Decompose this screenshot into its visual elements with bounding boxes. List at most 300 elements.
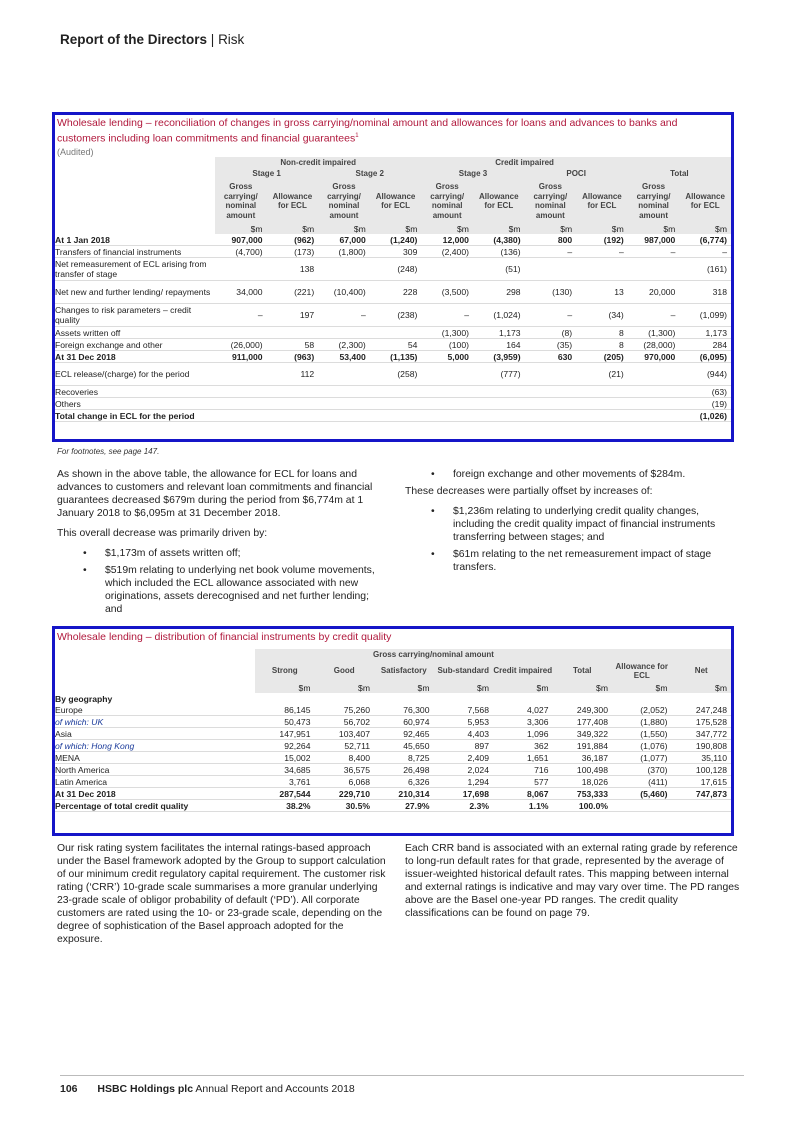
table-cell: 1,294	[434, 776, 494, 788]
table-cell: (1,550)	[612, 728, 672, 740]
reconciliation-table-title	[57, 117, 727, 146]
row-label: Foreign exchange and other	[55, 339, 215, 351]
table-cell: 630	[525, 351, 577, 363]
table-cell	[421, 258, 473, 281]
row-label: Percentage of total credit quality	[55, 800, 255, 812]
table-cell: (411)	[612, 776, 672, 788]
table-row	[55, 258, 731, 281]
credit-quality-table-panel	[52, 626, 734, 836]
unit-label: $m	[553, 682, 613, 693]
table-cell: 45,650	[374, 740, 434, 752]
unit-label: $m	[473, 223, 525, 234]
table-row	[55, 410, 731, 422]
table-cell	[421, 386, 473, 398]
empty-corner	[55, 168, 215, 179]
table-cell: 138	[267, 258, 319, 281]
table-cell: 247,248	[672, 704, 732, 716]
column-header: Allowance for ECL	[267, 179, 319, 223]
table-cell: (205)	[576, 351, 628, 363]
drivers-list-continued	[405, 468, 740, 481]
risk-rating-paragraph: Our risk rating system facilitates the internal ratings-based approach under the Basel framework adopted by the Group to support calculation of our minimum credit regulatory capital requirement. The customer risk rating (‘CRR’) 10-grade scale summarises a more granular underlying 23-grade scale of obligor probability of default (‘PD’). All corporate customers are rated using the 10- or 23-grade scale, depending on the degree of sophistication of the Basel approach adopted for the exposure.	[57, 843, 386, 945]
stage-header: POCI	[525, 168, 628, 179]
table-cell: 17,615	[672, 776, 732, 788]
table-cell: (2,400)	[421, 246, 473, 258]
table-cell: 309	[370, 246, 422, 258]
column-header: Sub-standard	[434, 660, 494, 682]
table-cell: 67,000	[318, 234, 370, 246]
audited-label: (Audited)	[57, 147, 94, 157]
table-cell: (1,099)	[679, 304, 731, 327]
empty-group-cell	[628, 157, 731, 168]
table-cell	[628, 386, 680, 398]
table-cell	[628, 363, 680, 386]
empty-cell	[672, 693, 732, 704]
table-cell	[628, 398, 680, 410]
table-cell	[525, 258, 577, 281]
section-row	[55, 693, 731, 704]
table-cell	[421, 363, 473, 386]
unit-label: $m	[421, 223, 473, 234]
row-label: Total change in ECL for the period	[55, 410, 215, 422]
table-cell: 26,498	[374, 764, 434, 776]
table-row	[55, 234, 731, 246]
table-cell	[318, 327, 370, 339]
table-cell	[267, 327, 319, 339]
table-cell: –	[421, 304, 473, 327]
empty-group-cell	[612, 649, 731, 660]
table-cell: 577	[493, 776, 553, 788]
table-cell: 50,473	[255, 716, 315, 728]
table-cell: 112	[267, 363, 319, 386]
table-cell: 8	[576, 327, 628, 339]
table-cell: 35,110	[672, 752, 732, 764]
row-label: of which: UK	[55, 716, 255, 728]
table-cell: 8	[576, 339, 628, 351]
table-cell: 3,306	[493, 716, 553, 728]
table-cell: 287,544	[255, 788, 315, 800]
table-cell: 100,498	[553, 764, 613, 776]
table-cell: 800	[525, 234, 577, 246]
table-cell: (34)	[576, 304, 628, 327]
list-item: • $519m relating to underlying net book volume movements, which included the ECL allowance associated with new originations, assets derecognised and net further lending; and	[105, 564, 387, 616]
stage-header: Stage 1	[215, 168, 318, 179]
table-row	[55, 363, 731, 386]
table-cell: (1,880)	[612, 716, 672, 728]
table-cell: 76,300	[374, 704, 434, 716]
table-cell: (5,460)	[612, 788, 672, 800]
table-row	[55, 716, 731, 728]
unit-label: $m	[315, 682, 375, 693]
table-cell: 18,026	[553, 776, 613, 788]
table-cell: (248)	[370, 258, 422, 281]
column-header: Satisfactory	[374, 660, 434, 682]
table-cell: 1,173	[473, 327, 525, 339]
empty-corner	[55, 157, 215, 168]
table-cell: (21)	[576, 363, 628, 386]
table-cell	[318, 410, 370, 422]
stage-header-row	[55, 168, 731, 179]
table-cell: (4,380)	[473, 234, 525, 246]
empty-corner	[55, 682, 255, 693]
row-label: MENA	[55, 752, 255, 764]
table-cell: (26,000)	[215, 339, 267, 351]
table-cell: (136)	[473, 246, 525, 258]
column-header: Gross carrying/ nominal amount	[628, 179, 680, 223]
drivers-intro: This overall decrease was primarily driven by:	[57, 528, 268, 539]
section-label: By geography	[55, 693, 113, 704]
empty-cell	[374, 693, 434, 704]
empty-cell	[553, 693, 613, 704]
table-cell: (28,000)	[628, 339, 680, 351]
page-number: 106	[60, 1083, 78, 1095]
table-cell: 907,000	[215, 234, 267, 246]
table-cell: 2,024	[434, 764, 494, 776]
table-cell: –	[628, 246, 680, 258]
table-cell	[215, 398, 267, 410]
table-cell: (161)	[679, 258, 731, 281]
column-header-row	[55, 660, 731, 682]
table-cell	[267, 410, 319, 422]
table-cell: 747,873	[672, 788, 732, 800]
table-cell: 30.5%	[315, 800, 375, 812]
table-cell: 716	[493, 764, 553, 776]
table-cell: 987,000	[628, 234, 680, 246]
unit-label: $m	[267, 223, 319, 234]
column-header: Gross carrying/ nominal amount	[525, 179, 577, 223]
column-header-row	[55, 179, 731, 223]
table-cell	[318, 386, 370, 398]
table-cell: 349,322	[553, 728, 613, 740]
page-header	[60, 32, 244, 47]
table-cell: –	[525, 246, 577, 258]
table-cell: (238)	[370, 304, 422, 327]
table-cell	[473, 398, 525, 410]
table-cell: 56,702	[315, 716, 375, 728]
table-row	[55, 386, 731, 398]
company-name: HSBC Holdings plc	[97, 1083, 194, 1095]
table-cell	[318, 363, 370, 386]
table-cell: 229,710	[315, 788, 375, 800]
unit-label: $m	[612, 682, 672, 693]
credit-impaired-header: Credit impaired	[421, 157, 627, 168]
table-cell: 2,409	[434, 752, 494, 764]
table-cell: 1,651	[493, 752, 553, 764]
drivers-list	[57, 547, 387, 616]
table-cell: 318	[679, 281, 731, 304]
table-row	[55, 304, 731, 327]
table-cell: 36,187	[553, 752, 613, 764]
table-cell	[576, 258, 628, 281]
table-row	[55, 327, 731, 339]
row-label: Europe	[55, 704, 255, 716]
table-cell: 6,068	[315, 776, 375, 788]
footer-rule	[60, 1075, 744, 1076]
table-cell: 86,145	[255, 704, 315, 716]
reconciliation-table-panel	[52, 112, 734, 442]
table-cell: 191,884	[553, 740, 613, 752]
table-cell: 1,096	[493, 728, 553, 740]
unit-label: $m	[434, 682, 494, 693]
table-cell: (19)	[679, 398, 731, 410]
table-row	[55, 740, 731, 752]
table-cell: (173)	[267, 246, 319, 258]
group-header-row	[55, 649, 731, 660]
table-cell: 1,173	[679, 327, 731, 339]
table-row	[55, 351, 731, 363]
table-cell: 53,400	[318, 351, 370, 363]
column-header: Credit impaired	[493, 660, 553, 682]
table-cell	[215, 363, 267, 386]
table-cell: 34,000	[215, 281, 267, 304]
table-cell	[525, 386, 577, 398]
unit-label: $m	[255, 682, 315, 693]
table-cell: 197	[267, 304, 319, 327]
table-cell: 12,000	[421, 234, 473, 246]
table-cell: 190,808	[672, 740, 732, 752]
report-title: Report of the Directors	[60, 32, 208, 47]
row-label: ECL release/(charge) for the period	[55, 363, 215, 386]
group-header-row	[55, 157, 731, 168]
table-row	[55, 752, 731, 764]
table-cell: (1,300)	[421, 327, 473, 339]
table-cell: (1,076)	[612, 740, 672, 752]
table-cell: (1,240)	[370, 234, 422, 246]
column-header: Total	[553, 660, 613, 682]
table-cell: (258)	[370, 363, 422, 386]
table-cell: –	[679, 246, 731, 258]
table-cell: 4,027	[493, 704, 553, 716]
row-label: Transfers of financial instruments	[55, 246, 215, 258]
unit-label: $m	[628, 223, 680, 234]
table-cell: 911,000	[215, 351, 267, 363]
table-cell	[628, 258, 680, 281]
empty-cell	[612, 693, 672, 704]
table-cell: (192)	[576, 234, 628, 246]
table-cell: 347,772	[672, 728, 732, 740]
table-row	[55, 704, 731, 716]
table-cell	[628, 410, 680, 422]
table-cell: (4,700)	[215, 246, 267, 258]
table-cell: (370)	[612, 764, 672, 776]
row-label: North America	[55, 764, 255, 776]
table-cell: 15,002	[255, 752, 315, 764]
table-cell	[525, 398, 577, 410]
row-label: Asia	[55, 728, 255, 740]
ecl-decrease-paragraph: As shown in the above table, the allowance for ECL for loans and advances to customers and relevant loan commitments and financial guarantees decreased $679m during the period from $6,774m at 1 January 2018 to $6,095m at 31 December 2018.	[57, 469, 373, 519]
offset-intro: These decreases were partially offset by increases of:	[405, 486, 653, 497]
table-cell	[525, 363, 577, 386]
table1-title-text: Wholesale lending – reconciliation of changes in gross carrying/nominal amount and allowances for loans and advances to banks and customers including loan commitments and financial guarantees	[57, 117, 678, 145]
table-cell: 58	[267, 339, 319, 351]
empty-cell	[255, 693, 315, 704]
table-cell: 38.2%	[255, 800, 315, 812]
table-cell	[525, 410, 577, 422]
increases-list	[405, 505, 740, 574]
table-cell	[612, 800, 672, 812]
row-label: Net remeasurement of ECL arising from transfer of stage	[55, 258, 215, 281]
table-cell: 8,400	[315, 752, 375, 764]
table-cell: (1,024)	[473, 304, 525, 327]
table-cell: (2,300)	[318, 339, 370, 351]
table-cell: (35)	[525, 339, 577, 351]
unit-label: $m	[374, 682, 434, 693]
table-cell: (8)	[525, 327, 577, 339]
table-cell: 5,953	[434, 716, 494, 728]
stage-header: Stage 3	[421, 168, 524, 179]
table-cell	[421, 398, 473, 410]
title-footnote-mark: 1	[355, 133, 359, 139]
table-row	[55, 776, 731, 788]
table-cell: 100,128	[672, 764, 732, 776]
reconciliation-table	[55, 157, 731, 422]
document-name: Annual Report and Accounts 2018	[195, 1083, 355, 1095]
table-row	[55, 281, 731, 304]
table-cell: (2,052)	[612, 704, 672, 716]
table-cell: (1,800)	[318, 246, 370, 258]
table-cell: 17,698	[434, 788, 494, 800]
row-label: Changes to risk parameters – credit quality	[55, 304, 215, 327]
row-label: Others	[55, 398, 215, 410]
table1-footnote: For footnotes, see page 147.	[57, 447, 160, 456]
table-cell	[215, 410, 267, 422]
commentary-right-column	[405, 468, 740, 578]
table-cell	[473, 410, 525, 422]
table-cell	[672, 800, 732, 812]
section-name: Risk	[218, 32, 245, 47]
table-cell: 298	[473, 281, 525, 304]
unit-label: $m	[672, 682, 732, 693]
table-cell	[318, 398, 370, 410]
stage-header: Total	[628, 168, 731, 179]
table-cell: (777)	[473, 363, 525, 386]
table-cell: 92,264	[255, 740, 315, 752]
column-header: Allowance for ECL	[612, 660, 672, 682]
table-cell	[473, 386, 525, 398]
table-cell: 60,974	[374, 716, 434, 728]
column-header: Strong	[255, 660, 315, 682]
row-label: At 1 Jan 2018	[55, 234, 215, 246]
table-cell: 75,260	[315, 704, 375, 716]
table-cell: (962)	[267, 234, 319, 246]
table-row	[55, 764, 731, 776]
column-header: Allowance for ECL	[576, 179, 628, 223]
table-cell: 1.1%	[493, 800, 553, 812]
list-item: • $61m relating to the net remeasurement impact of stage transfers.	[453, 548, 740, 574]
row-label: Assets written off	[55, 327, 215, 339]
table-cell: 27.9%	[374, 800, 434, 812]
table-cell: (63)	[679, 386, 731, 398]
table-cell: 228	[370, 281, 422, 304]
list-item: • $1,173m of assets written off;	[105, 547, 387, 560]
table-cell: (3,959)	[473, 351, 525, 363]
unit-label: $m	[493, 682, 553, 693]
row-label: Net new and further lending/ repayments	[55, 281, 215, 304]
table-cell: 36,575	[315, 764, 375, 776]
empty-cell	[434, 693, 494, 704]
empty-corner	[55, 179, 215, 223]
column-header: Gross carrying/ nominal amount	[421, 179, 473, 223]
credit-quality-table-title: Wholesale lending – distribution of financial instruments by credit quality	[57, 631, 392, 643]
row-label: At 31 Dec 2018	[55, 351, 215, 363]
table-cell: 103,407	[315, 728, 375, 740]
table-cell: (3,500)	[421, 281, 473, 304]
row-label: Latin America	[55, 776, 255, 788]
row-label: of which: Hong Kong	[55, 740, 255, 752]
table-cell	[370, 386, 422, 398]
table-cell: 54	[370, 339, 422, 351]
table-cell: 2.3%	[434, 800, 494, 812]
table-cell	[215, 327, 267, 339]
table-cell: 164	[473, 339, 525, 351]
table-cell: 147,951	[255, 728, 315, 740]
table-cell: (100)	[421, 339, 473, 351]
column-header: Good	[315, 660, 375, 682]
table-cell	[215, 386, 267, 398]
unit-label: $m	[679, 223, 731, 234]
table-cell: 52,711	[315, 740, 375, 752]
table-cell: 175,528	[672, 716, 732, 728]
table-cell: 6,326	[374, 776, 434, 788]
table-cell: –	[628, 304, 680, 327]
table-cell: 7,568	[434, 704, 494, 716]
table-cell	[576, 386, 628, 398]
table-cell: 210,314	[374, 788, 434, 800]
row-label: At 31 Dec 2018	[55, 788, 255, 800]
table-cell	[370, 410, 422, 422]
table-row	[55, 246, 731, 258]
empty-cell	[315, 693, 375, 704]
table-cell: 20,000	[628, 281, 680, 304]
table-cell: (221)	[267, 281, 319, 304]
column-header: Allowance for ECL	[679, 179, 731, 223]
table-cell: (6,774)	[679, 234, 731, 246]
table-row	[55, 339, 731, 351]
table-cell	[370, 327, 422, 339]
table-cell: (1,026)	[679, 410, 731, 422]
stage-header: Stage 2	[318, 168, 421, 179]
empty-cell	[493, 693, 553, 704]
table-cell: (51)	[473, 258, 525, 281]
table-cell: –	[215, 304, 267, 327]
column-header: Gross carrying/ nominal amount	[318, 179, 370, 223]
unit-label: $m	[215, 223, 267, 234]
table-cell: (1,077)	[612, 752, 672, 764]
page-footer	[60, 1083, 355, 1095]
units-row	[55, 223, 731, 234]
table-row	[55, 788, 731, 800]
credit-quality-table	[55, 649, 731, 812]
table-cell: 13	[576, 281, 628, 304]
table-cell	[576, 410, 628, 422]
header-separator: |	[210, 32, 219, 47]
table-cell: 8,067	[493, 788, 553, 800]
column-header: Gross carrying/ nominal amount	[215, 179, 267, 223]
table-cell: 897	[434, 740, 494, 752]
table-cell: 8,725	[374, 752, 434, 764]
crr-band-paragraph: Each CRR band is associated with an external rating grade by reference to long-run default rates for that grade, represented by the average of issuer-weighted historical default rates. This mapping between internal and external ratings is indicative and may vary over time. The PD ranges above are the Basel one-year PD ranges. The credit quality classifications can be found on page 79.	[405, 843, 740, 919]
table-row	[55, 728, 731, 740]
table-cell: 177,408	[553, 716, 613, 728]
table-cell: 92,465	[374, 728, 434, 740]
table-cell	[318, 258, 370, 281]
table-cell: 249,300	[553, 704, 613, 716]
list-item: • $1,236m relating to underlying credit quality changes, including the credit quality impact of financial instruments transferring between stages; and	[453, 505, 740, 544]
table-cell	[421, 410, 473, 422]
table-cell: 34,685	[255, 764, 315, 776]
list-item: • foreign exchange and other movements of $284m.	[453, 468, 740, 481]
table-cell: –	[576, 246, 628, 258]
table-row	[55, 398, 731, 410]
